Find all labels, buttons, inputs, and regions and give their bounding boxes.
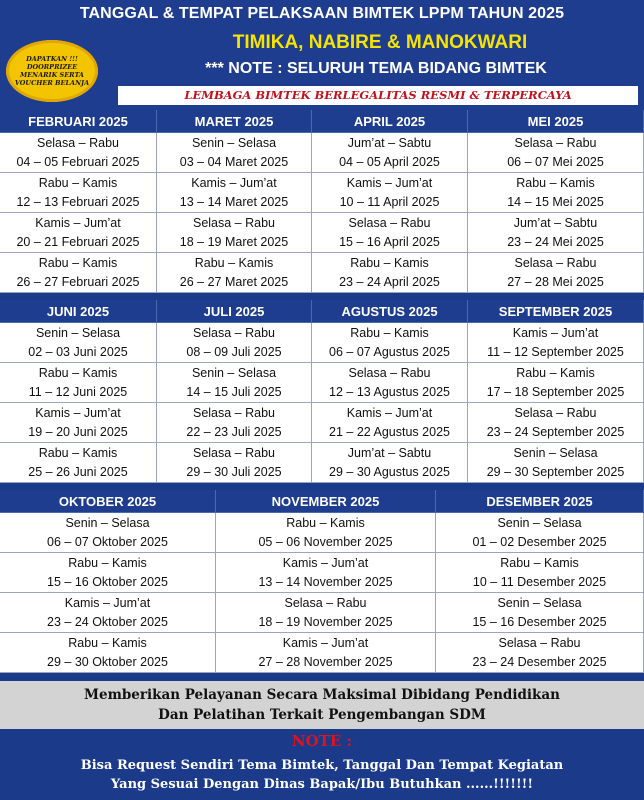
service-statement	[0, 681, 644, 729]
schedule-dates: 02 – 03 Juni 2025	[28, 345, 128, 359]
schedule-days: Rabu – Kamis	[350, 326, 429, 340]
schedule-cell	[312, 323, 468, 363]
schedule-days: Rabu – Kamis	[350, 256, 429, 270]
schedule-cell	[468, 213, 644, 253]
schedule-cell	[157, 403, 312, 443]
request-note-line-2: Yang Sesuai Dengan Dinas Bapak/Ibu Butuhkan ......!!!!!!!	[110, 777, 534, 792]
schedule-dates: 14 – 15 Mei 2025	[507, 195, 604, 209]
schedule-dates: 10 – 11 Desember 2025	[472, 575, 607, 589]
schedule-dates: 23 – 24 September 2025	[486, 425, 625, 439]
schedule-cell	[0, 443, 157, 483]
month-header: AGUSTUS 2025	[312, 300, 468, 323]
schedule-days: Rabu – Kamis	[68, 556, 147, 570]
service-line-1: Memberikan Pelayanan Secara Maksimal Dibidang Pendidikan	[84, 687, 560, 703]
schedule-cell	[468, 363, 644, 403]
header	[0, 0, 644, 110]
schedule-days: Kamis – Jum’at	[512, 326, 599, 340]
schedule-days: Rabu – Kamis	[38, 366, 118, 380]
schedule-cell	[216, 553, 436, 593]
schedule-days: Kamis – Jum’at	[346, 176, 433, 190]
schedule-dates: 29 – 30 Agustus 2025	[329, 465, 450, 479]
schedule-days: Rabu – Kamis	[500, 556, 579, 570]
schedule-dates: 18 – 19 Maret 2025	[179, 235, 289, 249]
schedule-days: Selasa – Rabu	[192, 216, 275, 230]
schedule-dates: 15 – 16 Desember 2025	[472, 615, 607, 629]
schedule-days: Selasa – Rabu	[514, 406, 597, 420]
schedule-cell	[0, 173, 157, 213]
theme-note: *** NOTE : SELURUH TEMA BIDANG BIMTEK	[205, 60, 547, 77]
schedule-dates: 06 – 07 Mei 2025	[507, 155, 604, 169]
month-header: JUNI 2025	[0, 300, 157, 323]
schedule-days: Kamis – Jum’at	[35, 406, 121, 420]
service-line-2: Dan Pelatihan Terkait Pengembangan SDM	[158, 707, 486, 723]
schedule-dates: 05 – 06 November 2025	[258, 535, 393, 549]
schedule-days: Rabu – Kamis	[38, 256, 118, 270]
month-header: MARET 2025	[157, 110, 312, 133]
schedule-cell	[0, 553, 216, 593]
schedule-dates: 12 – 13 Agustus 2025	[329, 385, 450, 399]
schedule-days: Senin – Selasa	[191, 366, 277, 380]
schedule-dates: 23 – 24 Desember 2025	[472, 655, 607, 669]
schedule-days: Selasa – Rabu	[192, 446, 275, 460]
schedule-dates: 29 – 30 Juli 2025	[186, 465, 282, 479]
schedule-days: Rabu – Kamis	[516, 176, 595, 190]
schedule-dates: 03 – 04 Maret 2025	[179, 155, 289, 169]
schedule-cell	[0, 403, 157, 443]
schedule-dates: 23 – 24 Oktober 2025	[47, 615, 168, 629]
schedule-dates: 18 – 19 November 2025	[258, 615, 393, 629]
schedule-days: Rabu – Kamis	[38, 176, 118, 190]
schedule-days: Selasa – Rabu	[284, 596, 367, 610]
schedule-days: Rabu – Kamis	[38, 446, 118, 460]
schedule-dates: 06 – 07 Agustus 2025	[329, 345, 450, 359]
schedule-days: Selasa – Rabu	[514, 136, 597, 150]
schedule-cell	[312, 173, 468, 213]
schedule-cell	[0, 323, 157, 363]
schedule-days: Selasa – Rabu	[498, 636, 581, 650]
schedule-dates: 22 – 23 Juli 2025	[186, 425, 282, 439]
schedule-days: Kamis – Jum’at	[64, 596, 151, 610]
schedule-days: Selasa – Rabu	[348, 366, 431, 380]
schedule-dates: 04 – 05 Februari 2025	[16, 155, 140, 169]
schedule-cell	[468, 253, 644, 293]
schedule-cell	[216, 633, 436, 673]
legality-banner: LEMBAGA BIMTEK BERLEGALITAS RESMI & TERPERCAYA	[118, 86, 638, 105]
schedule-cell	[0, 633, 216, 673]
schedule-days: Senin – Selasa	[191, 136, 277, 150]
schedule-dates: 17 – 18 September 2025	[486, 385, 625, 399]
schedule-cell	[468, 323, 644, 363]
schedule-dates: 27 – 28 Mei 2025	[507, 275, 604, 289]
schedule-dates: 11 – 12 Juni 2025	[28, 385, 128, 399]
schedule-dates: 20 – 21 Februari 2025	[16, 235, 140, 249]
schedule-cell	[216, 593, 436, 633]
month-header: FEBRUARI 2025	[0, 110, 157, 133]
schedule-cell	[157, 133, 312, 173]
schedule-cell	[0, 513, 216, 553]
request-note	[0, 756, 644, 794]
schedule-section-oct-dec	[0, 490, 644, 673]
month-header: NOVEMBER 2025	[216, 490, 436, 513]
month-header: SEPTEMBER 2025	[468, 300, 644, 323]
schedule-cell	[468, 173, 644, 213]
schedule-dates: 29 – 30 September 2025	[486, 465, 625, 479]
schedule-cell	[157, 323, 312, 363]
schedule-cell	[312, 253, 468, 293]
schedule-cell	[312, 363, 468, 403]
schedule-days: Selasa – Rabu	[514, 256, 597, 270]
schedule-dates: 06 – 07 Oktober 2025	[47, 535, 168, 549]
schedule-cell	[0, 133, 157, 173]
schedule-cell	[0, 253, 157, 293]
schedule-dates: 25 – 26 Juni 2025	[28, 465, 128, 479]
schedule-days: Senin – Selasa	[497, 596, 582, 610]
schedule-cell	[436, 593, 644, 633]
schedule-cell	[312, 213, 468, 253]
schedule-dates: 15 – 16 Oktober 2025	[47, 575, 168, 589]
locations-title: TIMIKA, NABIRE & MANOKWARI	[232, 32, 528, 53]
schedule-days: Kamis – Jum’at	[346, 406, 433, 420]
schedule-days: Rabu – Kamis	[68, 636, 147, 650]
month-header: OKTOBER 2025	[0, 490, 216, 513]
schedule-cell	[0, 363, 157, 403]
schedule-cell	[157, 213, 312, 253]
schedule-cell	[0, 213, 157, 253]
schedule-cell	[157, 363, 312, 403]
schedule-days: Selasa – Rabu	[348, 216, 431, 230]
month-header: MEI 2025	[468, 110, 644, 133]
schedule-cell	[468, 443, 644, 483]
schedule-cell	[216, 513, 436, 553]
schedule-days: Kamis – Jum’at	[191, 176, 277, 190]
schedule-days: Kamis – Jum’at	[282, 636, 369, 650]
schedule-days: Jum’at – Sabtu	[513, 216, 598, 230]
request-note-line-1: Bisa Request Sendiri Tema Bimtek, Tanggal Dan Tempat Kegiatan	[80, 758, 564, 773]
doorprize-badge-text: DAPATKAN !!! DOORPRIZEE MENARIK SERTA VOUCHER BELANJA	[14, 55, 90, 87]
schedule-days: Rabu – Kamis	[286, 516, 365, 530]
schedule-dates: 13 – 14 November 2025	[258, 575, 393, 589]
schedule-dates: 08 – 09 Juli 2025	[186, 345, 282, 359]
schedule-dates: 13 – 14 Maret 2025	[179, 195, 289, 209]
schedule-dates: 23 – 24 Mei 2025	[507, 235, 604, 249]
schedule-days: Selasa – Rabu	[192, 326, 275, 340]
schedule-days: Selasa – Rabu	[36, 136, 119, 150]
schedule-cell	[436, 633, 644, 673]
schedule-days: Senin – Selasa	[35, 326, 121, 340]
schedule-cell	[436, 513, 644, 553]
schedule-days: Senin – Selasa	[65, 516, 150, 530]
schedule-days: Senin – Selasa	[513, 446, 598, 460]
schedule-cell	[468, 133, 644, 173]
schedule-cell	[468, 403, 644, 443]
page-title: TANGGAL & TEMPAT PELAKSAAN BIMTEK LPPM TAHUN 2025	[79, 5, 565, 22]
schedule-dates: 23 – 24 April 2025	[339, 275, 440, 289]
schedule-cell	[436, 553, 644, 593]
schedule-section-jun-sep	[0, 300, 644, 483]
schedule-days: Selasa – Rabu	[192, 406, 275, 420]
schedule-dates: 15 – 16 April 2025	[339, 235, 440, 249]
schedule-cell	[157, 443, 312, 483]
schedule-dates: 04 – 05 April 2025	[339, 155, 440, 169]
schedule-days: Kamis – Jum’at	[282, 556, 369, 570]
month-header: DESEMBER 2025	[436, 490, 644, 513]
schedule-dates: 27 – 28 November 2025	[258, 655, 393, 669]
schedule-dates: 11 – 12 September 2025	[487, 345, 624, 359]
schedule-dates: 29 – 30 Oktober 2025	[47, 655, 168, 669]
note-title: NOTE :	[291, 732, 353, 750]
schedule-days: Jum’at – Sabtu	[347, 446, 432, 460]
doorprize-badge	[6, 40, 98, 102]
schedule-days: Rabu – Kamis	[194, 256, 274, 270]
schedule-section-feb-may	[0, 110, 644, 293]
schedule-cell	[312, 443, 468, 483]
schedule-days: Senin – Selasa	[497, 516, 582, 530]
schedule-cell	[157, 253, 312, 293]
month-header: JULI 2025	[157, 300, 312, 323]
schedule-dates: 01 – 02 Desember 2025	[472, 535, 607, 549]
schedule-dates: 26 – 27 Februari 2025	[16, 275, 140, 289]
schedule-dates: 21 – 22 Agustus 2025	[329, 425, 450, 439]
schedule-cell	[312, 133, 468, 173]
schedule-dates: 26 – 27 Maret 2025	[179, 275, 289, 289]
schedule-days: Kamis – Jum’at	[35, 216, 121, 230]
schedule-dates: 14 – 15 Juli 2025	[186, 385, 282, 399]
schedule-cell	[157, 173, 312, 213]
schedule-dates: 12 – 13 Februari 2025	[16, 195, 140, 209]
schedule-dates: 10 – 11 April 2025	[339, 195, 440, 209]
schedule-days: Jum’at – Sabtu	[347, 136, 432, 150]
schedule-cell	[0, 593, 216, 633]
schedule-dates: 19 – 20 Juni 2025	[28, 425, 128, 439]
month-header: APRIL 2025	[312, 110, 468, 133]
schedule-days: Rabu – Kamis	[516, 366, 595, 380]
schedule-cell	[312, 403, 468, 443]
